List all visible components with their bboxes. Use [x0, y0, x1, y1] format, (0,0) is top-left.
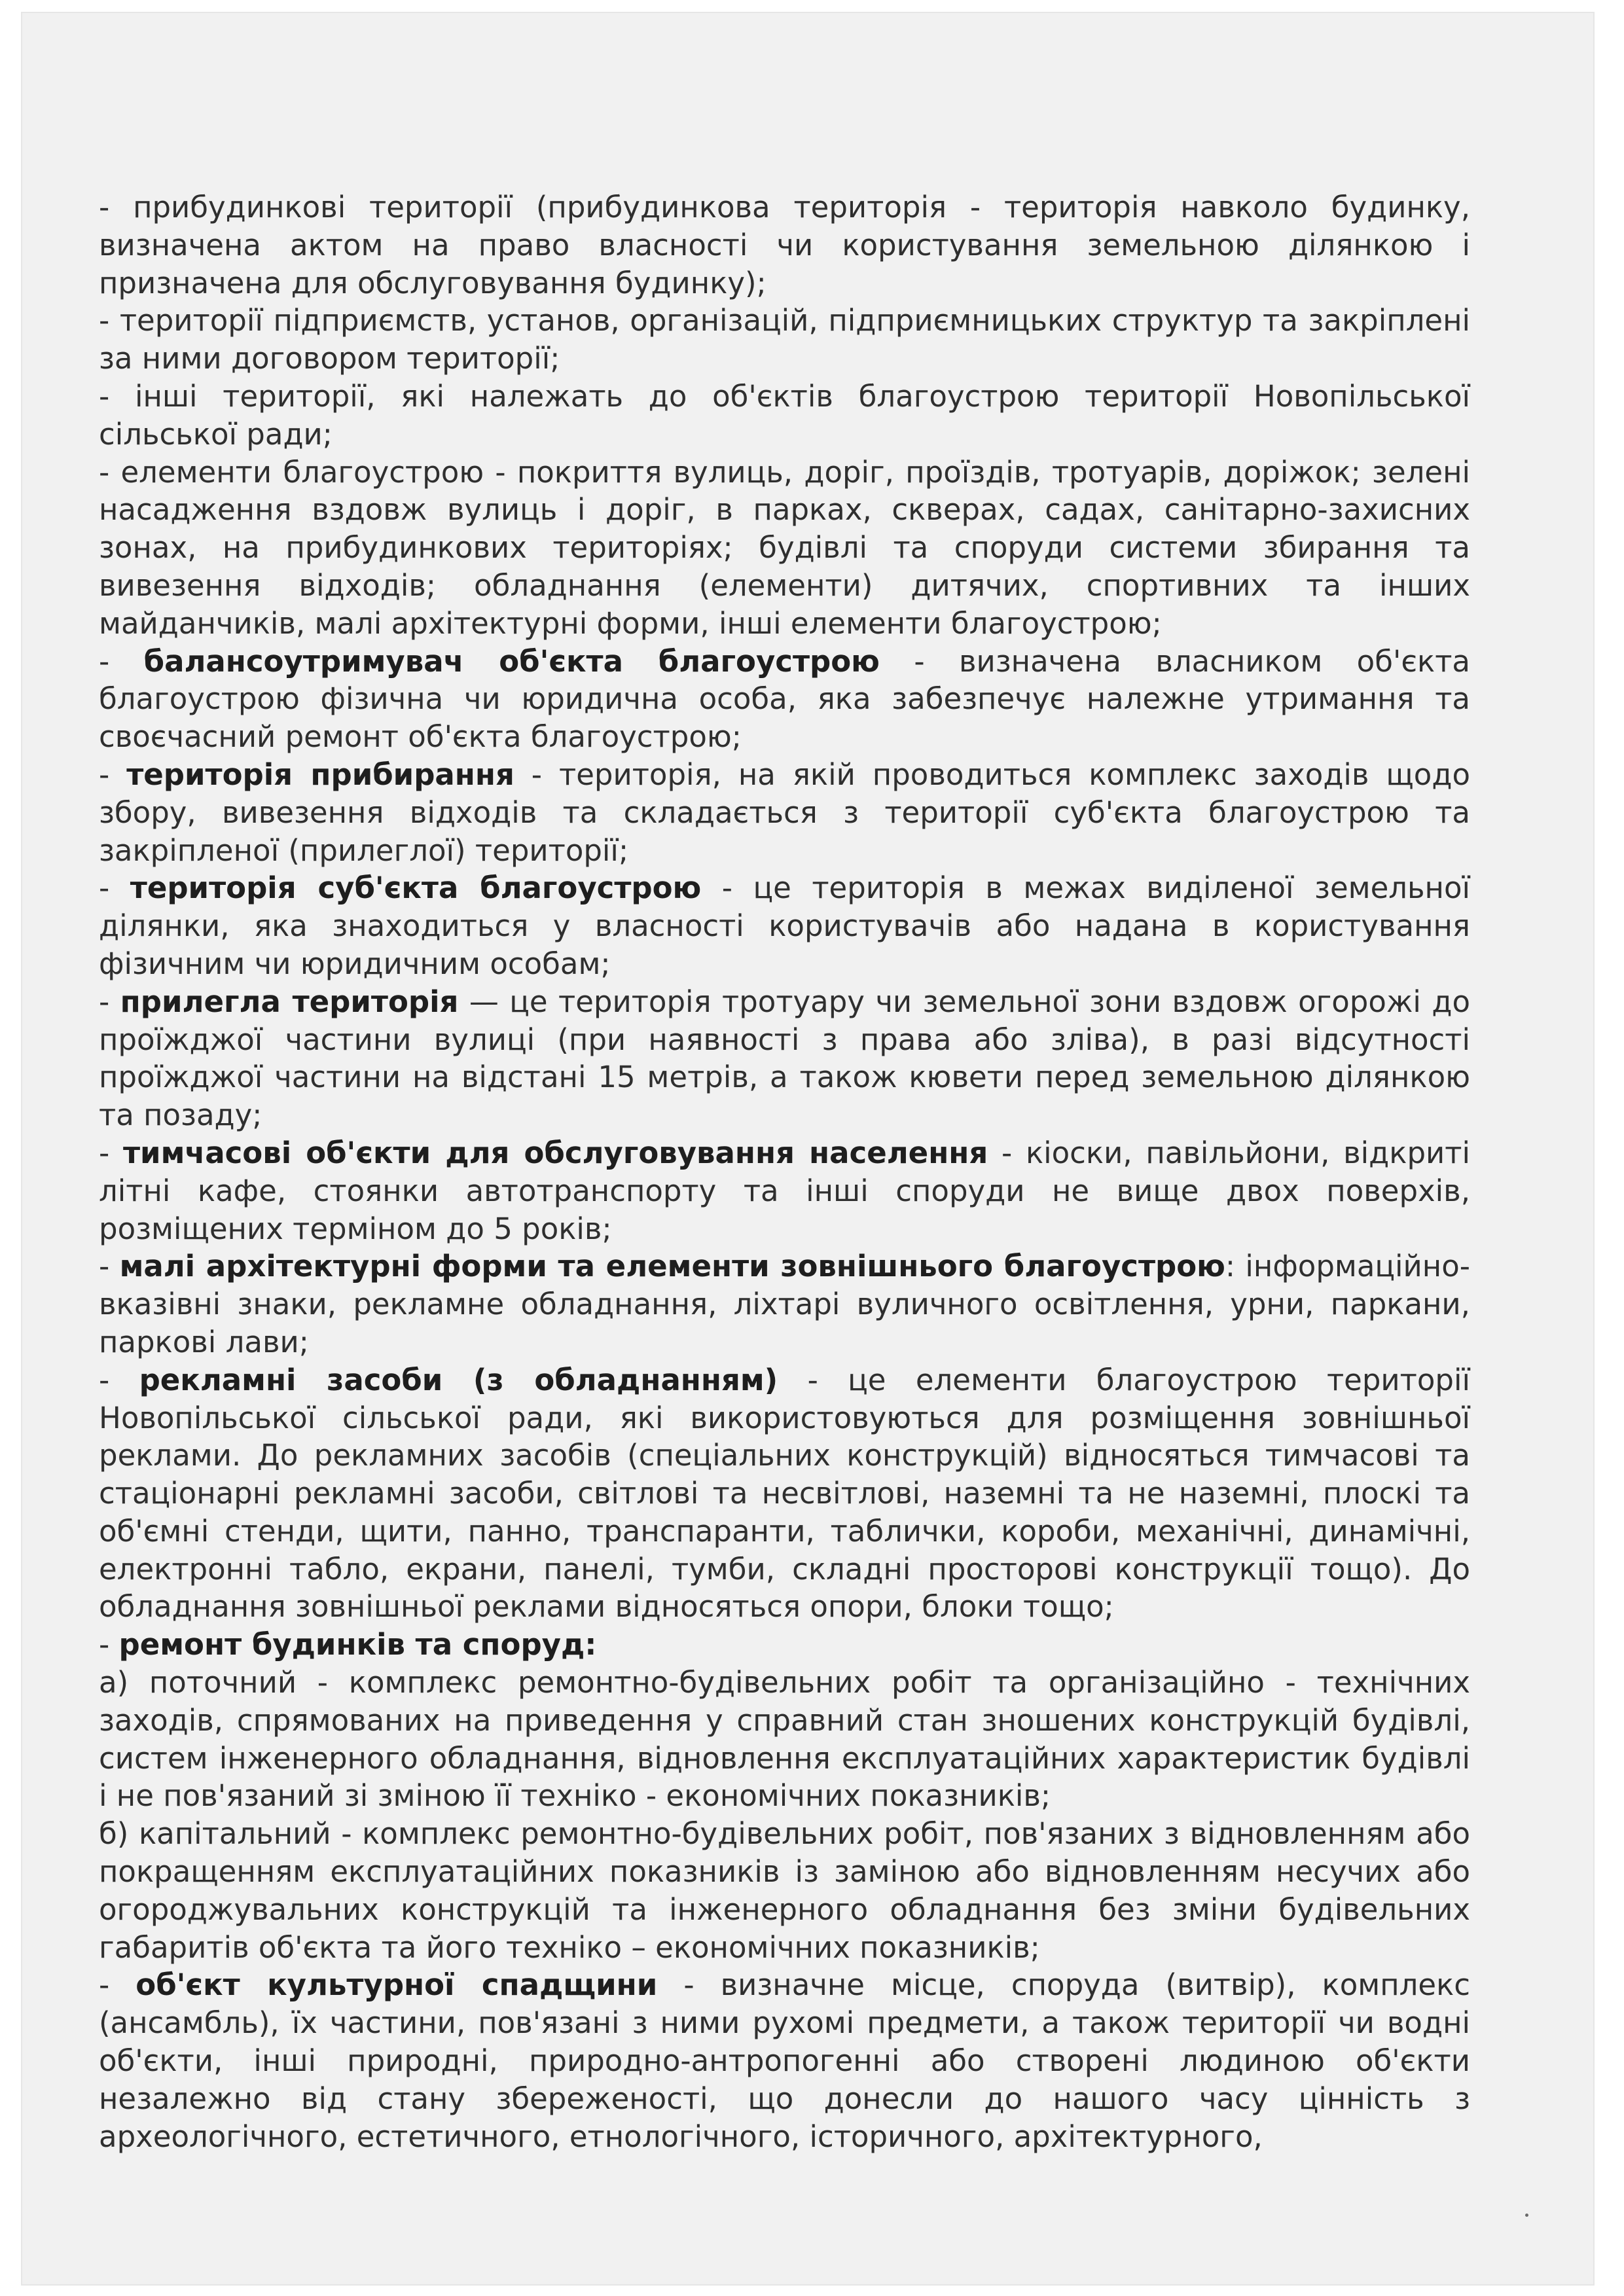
paragraph-prefix: - [99, 870, 130, 906]
defined-term: малі архітектурні форми та елементи зовнішнього благоустрою [119, 1249, 1225, 1284]
defined-term: прилегла територія [120, 984, 459, 1019]
scan-speck [1525, 2214, 1528, 2217]
paragraph-prefix: - [99, 643, 144, 679]
paragraph-prefix: - [99, 1967, 136, 2003]
term-definition: - територія, на якій проводиться комплекс заходів щодо збору, вивезення відходів та складається з території суб'єкта благоустрою та закріпленої (прилеглої) території; [99, 757, 1470, 868]
term-definition: — це територія тротуару чи земельної зони вздовж огорожі до проїжджої частини вулиці (при наявності з права або зліва), в разі відсутності проїжджої частини на відстані 15 метрів, а також кювети перед земельною ділянкою та позаду; [99, 984, 1470, 1133]
defined-term: територія суб'єкта благоустрою [130, 870, 702, 906]
term-definition: - це елементи благоустрою території Новопільської сільської ради, які використовуються для розміщення зовнішньої реклами. До рекламних засобів (спеціальних конструкцій) відносяться тимчасові та стаціонарні рекламні засоби, світлові та несвітлові, наземні та не наземні, плоскі та об'ємні стенди, щити, панно, транспаранти, таблички, короби, механічні, динамічні, електронні табло, екрани, панелі, тумби, складні просторові конструкції тощо). До обладнання зовнішньої реклами відносяться опори, блоки тощо; [99, 1362, 1470, 1624]
paragraph-other-territories: - інші території, які належать до об'єктів благоустрою території Новопільської сільської ради; [99, 378, 1470, 452]
paragraph-improvement-elements: - елементи благоустрою - покриття вулиць, доріг, проїздів, тротуарів, доріжок; зелені насадження вздовж вулиць і доріг, в парках, скверах, садах, санітарно-захисних зонах, на прибудинкових територіях; будівлі та споруди системи збирання та вивезення відходів; обладнання (елементи) дитячих, спортивних та інших майданчиків, малі архітектурні форми, інші елементи благоустрою; [99, 454, 1470, 641]
paragraph-current-repair: а) поточний - комплекс ремонтно-будівельних робіт та організаційно - технічних заходів, спрямованих на приведення у справний стан зношених конструкцій будівлі, систем інженерного обладнання, відновлення експлуатаційних характеристик будівлі і не пов'язаний зі зміною її техніко - економічних показників; [99, 1665, 1470, 1814]
paragraph-prefix: - [99, 1627, 119, 1662]
paragraph-small-architectural-forms [99, 1247, 1470, 1361]
term-definition: - визначне місце, споруда (витвір), комплекс (ансамбль), їх частини, пов'язані з ними рухомі предмети, а також території чи водні об'єкти, інші природні, природно-антропогенні або створені людиною об'єкти незалежно від стану збереженості, що донесли до нашого часу цінність з археологічного, естетичного, етнологічного, історичного, архітектурного, [99, 1967, 1471, 2154]
document-body [99, 188, 1470, 2155]
paragraph-prefix: - [99, 1249, 120, 1284]
paragraph-capital-repair: б) капітальний - комплекс ремонтно-будівельних робіт, пов'язаних з відновленням або покращенням експлуатаційних показників із заміною або відновленням несучих або огороджувальних конструкцій та інженерного обладнання без зміни будівельних габаритів об'єкта та його техніко – економічних показників; [99, 1816, 1470, 1965]
paragraph-prefix: - [99, 1362, 139, 1397]
paragraph-subject-territory [99, 869, 1470, 982]
paragraph-prefix: - [99, 757, 127, 792]
term-definition: - це територія в межах виділеної земельної ділянки, яка знаходиться у власності користувачів або надана в користування фізичним чи юридичним особам; [99, 870, 1471, 981]
defined-term: тимчасові об'єкти для обслуговування населення [122, 1135, 988, 1170]
defined-term: рекламні засоби (з обладнанням) [139, 1362, 778, 1397]
paragraph-prefix: - [99, 1135, 123, 1170]
paragraph-adjacent-territories: - прибудинкові території (прибудинкова територія - територія навколо будинку, визначена актом на право власності чи користування земельною ділянкою і призначена для обслуговування будинку); [99, 190, 1470, 300]
paragraph-building-repair [99, 1626, 1470, 1664]
term-definition: - визначена власником об'єкта благоустрою фізична чи юридична особа, яка забезпечує належне утримання та своєчасний ремонт об'єкта благоустрою; [99, 643, 1470, 755]
paragraph-adjoining-territory [99, 983, 1470, 1134]
defined-term: ремонт будинків та споруд: [118, 1627, 597, 1662]
paragraph-cultural-heritage [99, 1966, 1470, 2155]
paragraph-prefix: - [99, 984, 120, 1019]
defined-term: територія прибирання [126, 757, 514, 792]
defined-term: балансоутримувач об'єкта благоустрою [143, 643, 880, 679]
term-definition: : інформаційно-вказівні знаки, рекламне обладнання, ліхтарі вуличного освітлення, урни, паркани, паркові лави; [99, 1249, 1470, 1359]
paragraph-balance-holder [99, 643, 1470, 756]
scanned-page [22, 13, 1593, 2284]
defined-term: об'єкт культурної спадщини [135, 1967, 658, 2003]
paragraph-cleaning-territory [99, 756, 1470, 869]
paragraph-advertising-means [99, 1361, 1470, 1626]
paragraph-temporary-objects [99, 1134, 1470, 1247]
paragraph-enterprise-territories: - території підприємств, установ, організацій, підприємницьких структур та закріплені за ними договором території; [99, 303, 1470, 376]
term-definition: - кіоски, павільйони, відкриті літні кафе, стоянки автотранспорту та інші споруди не вище двох поверхів, розміщених терміном до 5 років; [99, 1135, 1470, 1246]
